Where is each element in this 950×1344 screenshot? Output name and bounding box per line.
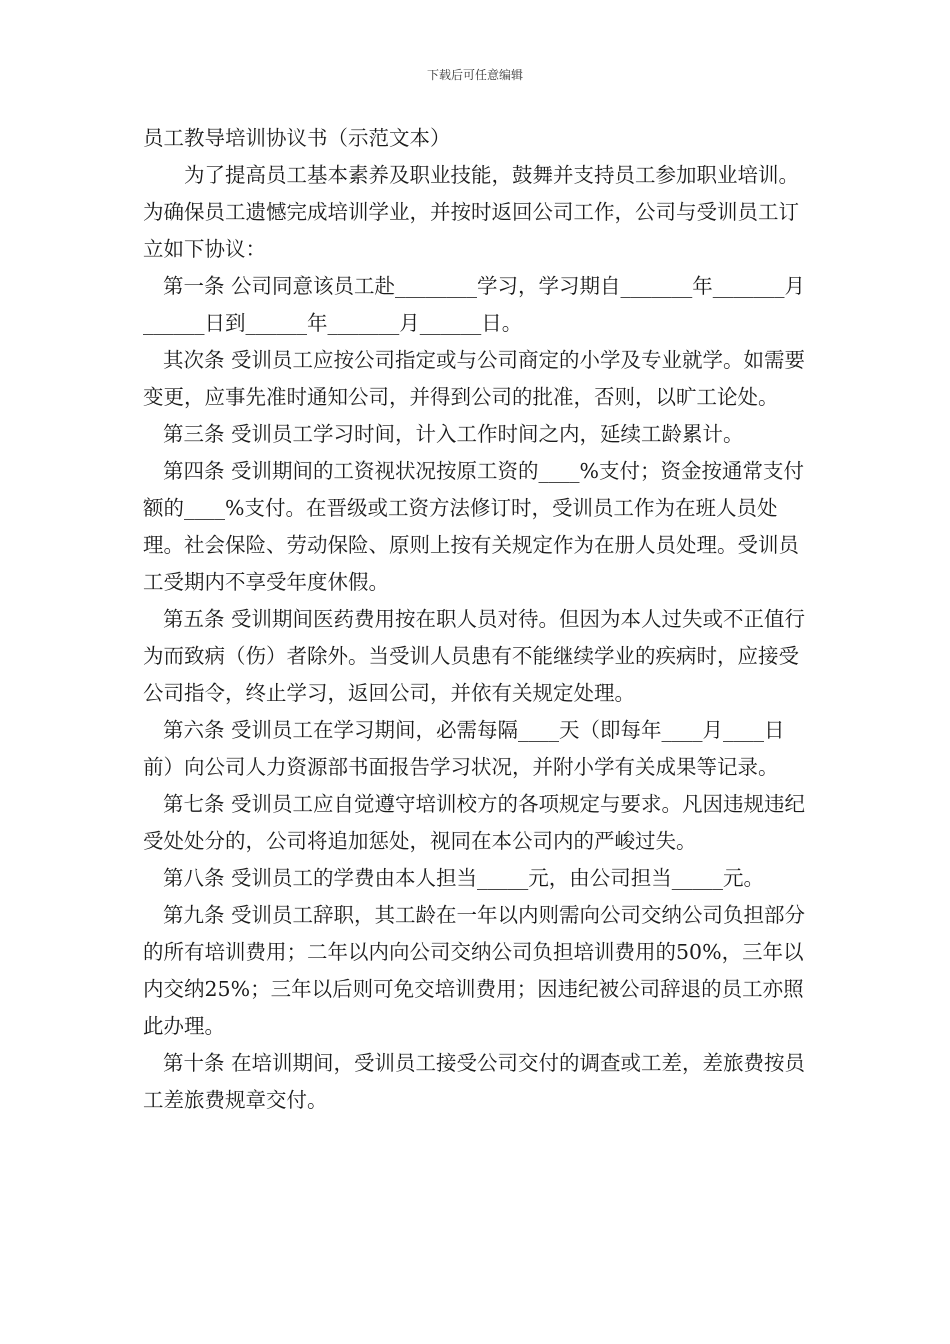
article-7: 第七条 受训员工应自觉遵守培训校方的各项规定与要求。凡因违规违纪受处处分的，公司将追加惩处，视同在本公司内的严峻过失。: [143, 792, 806, 853]
article-5: 第五条 受训期间医药费用按在职人员对待。但因为本人过失或不正值行为而致病（伤）者除外。当受训人员患有不能继续学业的疾病时，应接受公司指令，终止学习，返回公司，并依有关规定处理。: [143, 607, 806, 705]
intro-paragraph: 为了提高员工基本素养及职业技能，鼓舞并支持员工参加职业培训。为确保员工遗憾完成培训学业，并按时返回公司工作，公司与受训员工订立如下协议：: [143, 163, 799, 261]
article-6: 第六条 受训员工在学习期间，必需每隔____天（即每年____月____日前）向公司人力资源部书面报告学习状况，并附小学有关成果等记录。: [143, 718, 785, 779]
article-8: 第八条 受训员工的学费由本人担当_____元，由公司担当_____元。: [163, 866, 765, 890]
document-body: [143, 120, 808, 1119]
article-1: 第一条 公司同意该员工赴________学习，学习期自_______年_______月______日到______年_______月______日。: [143, 274, 806, 335]
article-2: 其次条 受训员工应按公司指定或与公司商定的小学及专业就学。如需要变更，应事先准时通知公司，并得到公司的批准，否则，以旷工论处。: [143, 348, 806, 409]
article-3: 第三条 受训员工学习时间，计入工作时间之内，延续工龄累计。: [163, 422, 744, 446]
article-10: 第十条 在培训期间，受训员工接受公司交付的调查或工差，差旅费按员工差旅费规章交付。: [143, 1051, 806, 1112]
page-header-note: 下载后可任意编辑: [426, 68, 523, 82]
article-4: 第四条 受训期间的工资视状况按原工资的____%支付；资金按通常支付额的____%支付。在晋级或工资方法修订时，受训员工作为在班人员处理。社会保险、劳动保险、原则上按有关规定作为在册人员处理。受训员工受期内不享受年度休假。: [143, 459, 804, 594]
article-9: 第九条 受训员工辞职，其工龄在一年以内则需向公司交纳公司负担部分的所有培训费用；二年以内向公司交纳公司负担培训费用的50%，三年以内交纳25%；三年以后则可免交培训费用；因违纪被公司辞退的员工亦照此办理。: [143, 903, 806, 1038]
document-title: 员工教导培训协议书（示范文本）: [143, 126, 451, 150]
